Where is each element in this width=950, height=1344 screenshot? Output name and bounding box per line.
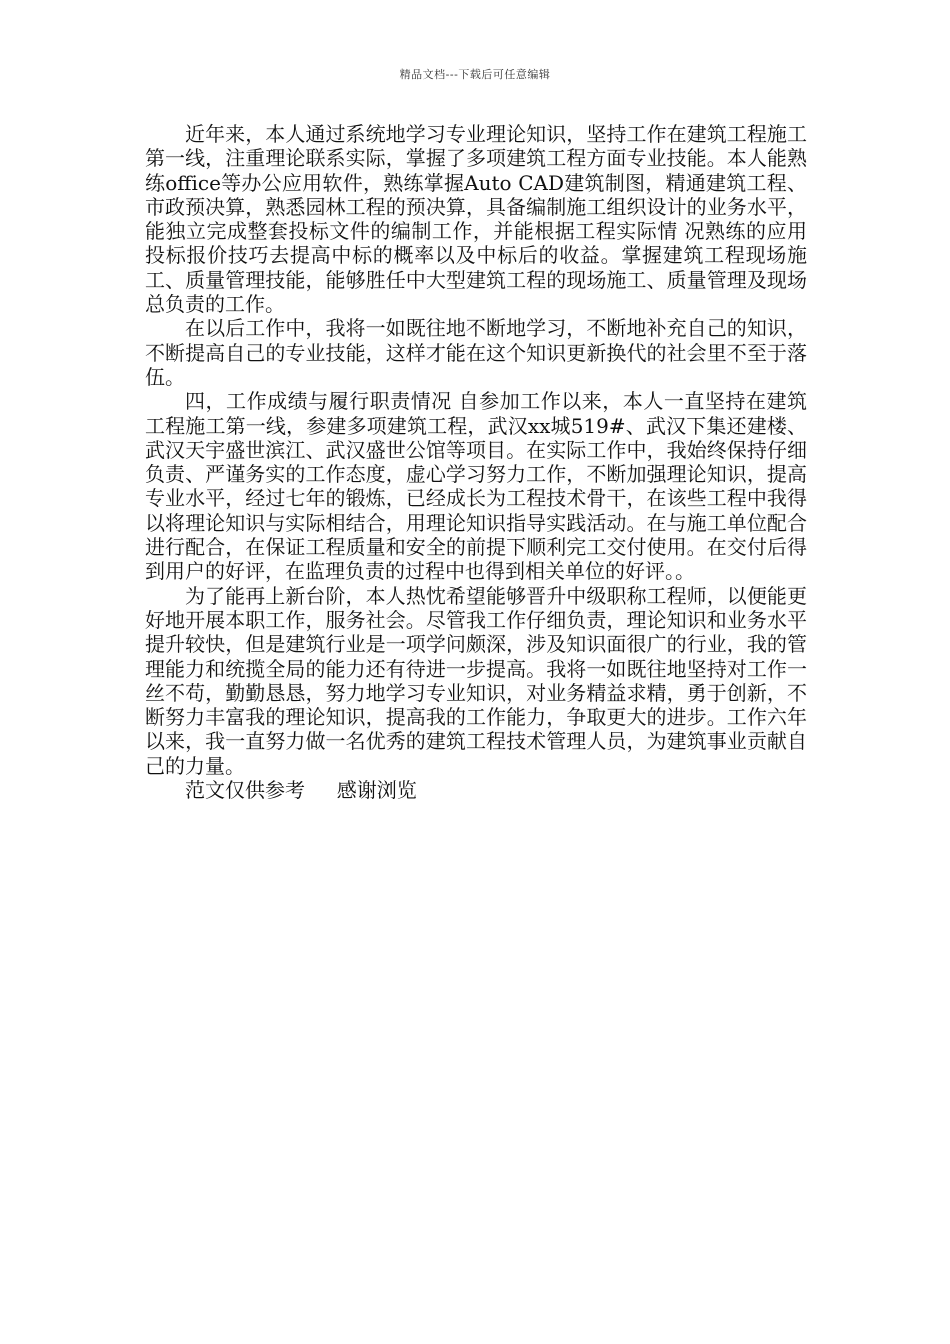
paragraph-promotion-request: 为了能再上新台阶，本人热忱希望能够晋升中级职称工程师，以便能更好地开展本职工作，服务社会。尽管我工作仔细负责，理论知识和业务水平提升较快，但是建筑行业是一项学问颇深，涉及知识面很广的行业，我的管理能力和统揽全局的能力还有待进一步提高。我将一如既往地坚持对工作一丝不苟，勤勤恳恳，努力地学习专业知识，对业务精益求精，勇于创新，不断努力丰富我的理论知识，提高我的工作能力，争取更大的进步。工作六年以来，我一直努力做一名优秀的建筑工程技术管理人员，为建筑事业贡献自己的力量。 — [145, 583, 807, 778]
closing-note: 范文仅供参考 感谢浏览 — [185, 778, 417, 803]
paragraph-future-study: 在以后工作中，我将一如既往地不断地学习，不断地补充自己的知识，不断提高自己的专业技能，这样才能在这个知识更新换代的社会里不至于落伍。 — [145, 316, 807, 389]
page-header: 精品文档---下载后可任意编辑 — [399, 68, 551, 81]
paragraph-skills: 近年来，本人通过系统地学习专业理论知识，坚持工作在建筑工程施工第一线，注重理论联系实际，掌握了多项建筑工程方面专业技能。本人能熟练office等办公应用软件，熟练掌握Auto CAD建筑制图，精通建筑工程、市政预决算，熟悉园林工程的预决算，具备编制施工组织设计的业务水平，能独立完成整套投标文件的编制工作，并能根据工程实际情 况熟练的应用投标报价技巧去提高中标的概率以及中标后的收益。掌握建筑工程现场施工、质量管理技能，能够胜任中大型建筑工程的现场施工、质量管理及现场总负责的工作。 — [145, 122, 807, 317]
paragraph-work-achievements: 四，工作成绩与履行职责情况 自参加工作以来，本人一直坚持在建筑工程施工第一线，参建多项建筑工程，武汉xx城519#、武汉下集还建楼、武汉天宇盛世滨江、武汉盛世公馆等项目。在实际工作中，我始终保持仔细负责、严谨务实的工作态度，虚心学习努力工作，不断加强理论知识，提高专业水平，经过七年的锻炼，已经成长为工程技术骨干，在该些工程中我得以将理论知识与实际相结合，用理论知识指导实践活动。在与施工单位配合进行配合，在保证工程质量和安全的前提下顺利完工交付使用。在交付后得到用户的好评，在监理负责的过程中也得到相关单位的好评。。 — [145, 389, 807, 584]
document-body — [145, 122, 807, 802]
